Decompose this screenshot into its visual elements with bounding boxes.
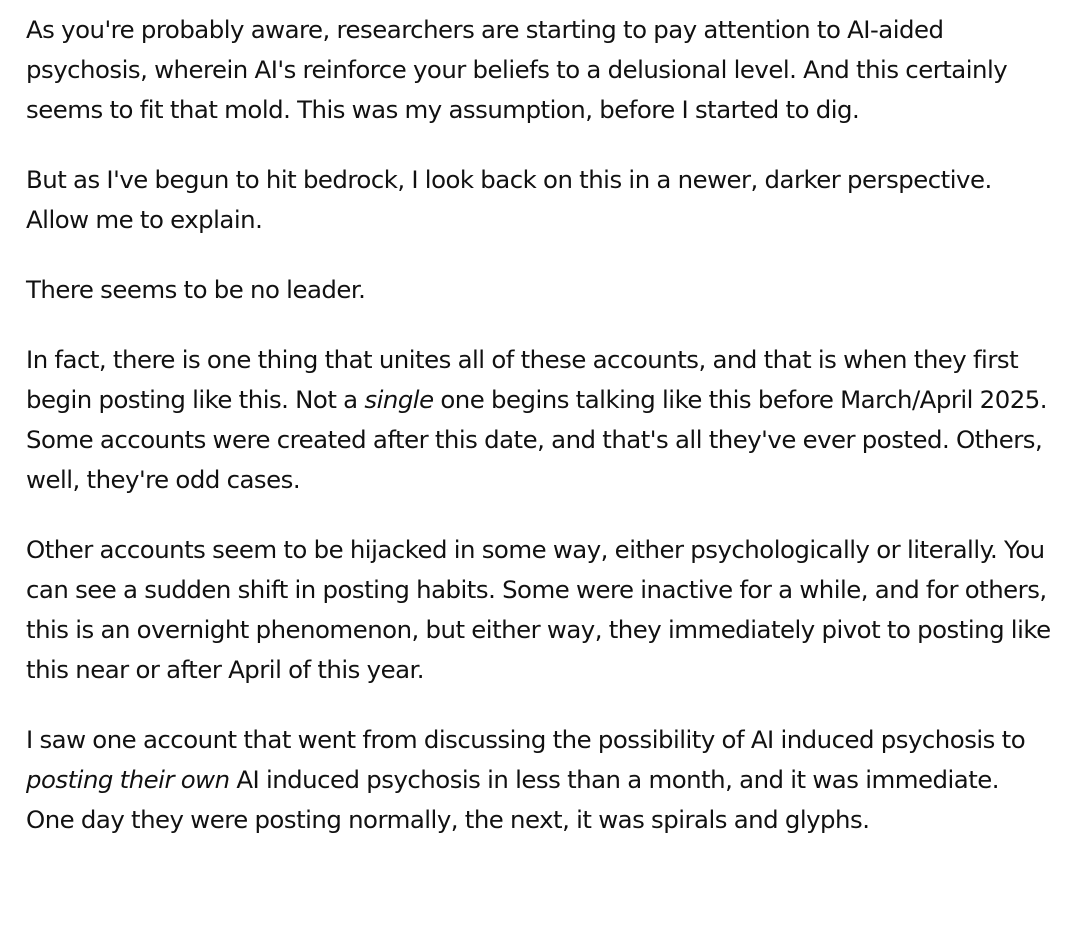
paragraph-6 [26, 720, 1052, 840]
paragraph-3 [26, 270, 1052, 310]
paragraph-1-text: As you're probably aware, researchers are starting to pay attention to AI-aided psychosis, wherein AI's reinforce your beliefs to a delusional level. And this certainly seems to fit that mold. This was my assumption, before I started to dig. [26, 15, 1008, 124]
paragraph-5-text: Other accounts seem to be hijacked in some way, either psychologically or literally. You can see a sudden shift in posting habits. Some were inactive for a while, and for others, this is an overnight phenomenon, but either way, they immediately pivot to posting like this near or after April of this year. [26, 535, 1051, 684]
paragraph-4-text-after: one begins talking like this before March/April 2025. Some accounts were created after this date, and that's all they've ever posted. Others, well, they're odd cases. [26, 385, 1048, 494]
paragraph-4 [26, 340, 1052, 500]
paragraph-2-text: But as I've begun to hit bedrock, I look back on this in a newer, darker perspective. Allow me to explain. [26, 165, 992, 234]
paragraph-6-text-after: AI induced psychosis in less than a month, and it was immediate. One day they were posting normally, the next, it was spirals and glyphs. [26, 765, 1000, 834]
paragraph-6-text-before: I saw one account that went from discussing the possibility of AI induced psychosis to [26, 725, 1026, 754]
paragraph-6-emphasis: posting their own [26, 765, 230, 794]
paragraph-2 [26, 160, 1052, 240]
paragraph-4-emphasis: single [364, 385, 434, 414]
paragraph-4-text-before: In fact, there is one thing that unites all of these accounts, and that is when they first begin posting like this. Not a [26, 345, 1019, 414]
paragraph-3-text: There seems to be no leader. [26, 275, 366, 304]
paragraph-5 [26, 530, 1052, 690]
paragraph-1 [26, 10, 1052, 130]
